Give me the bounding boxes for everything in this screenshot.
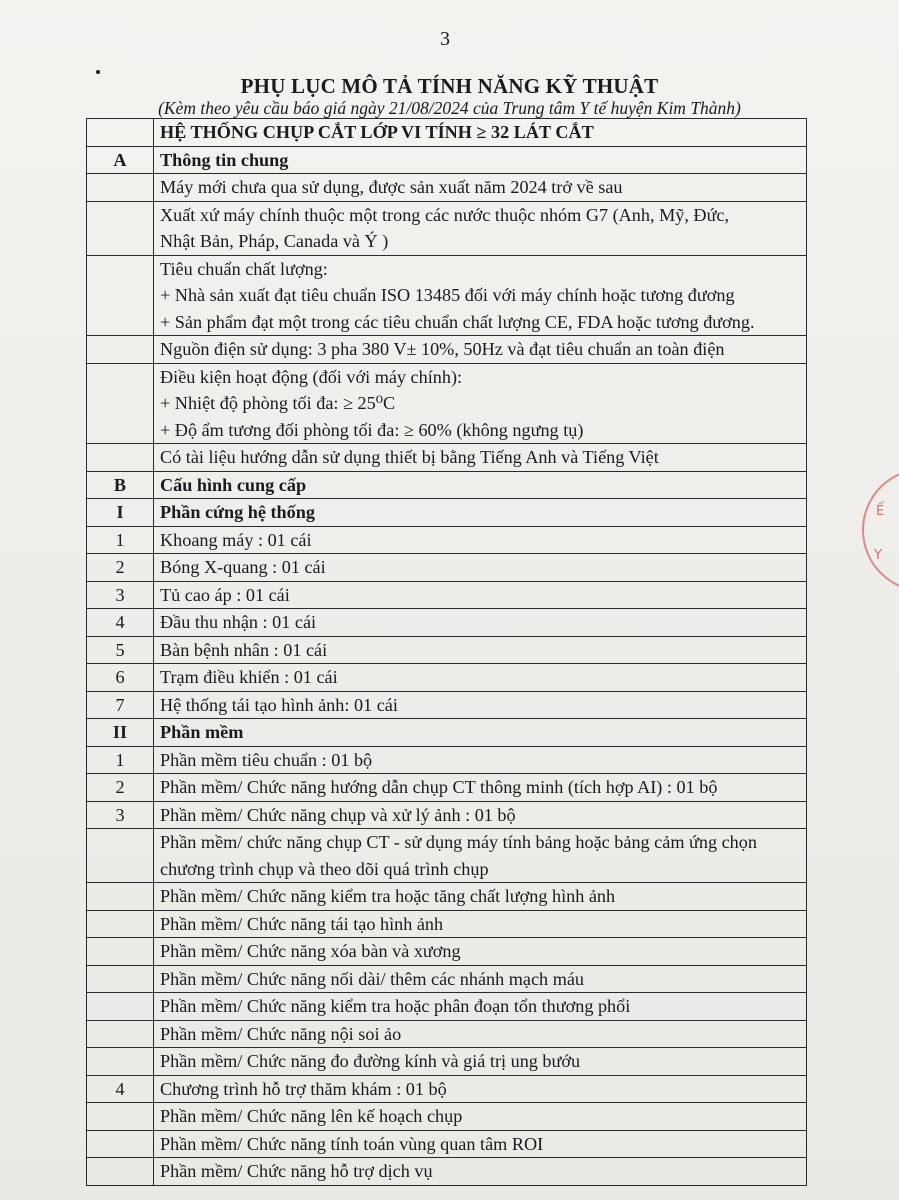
table-row xyxy=(87,801,807,829)
row-index xyxy=(87,829,154,883)
row-text-line: Tiêu chuẩn chất lượng: xyxy=(160,258,328,279)
row-text-line: Trạm điều khiển : 01 cái xyxy=(160,667,338,687)
row-index xyxy=(87,1048,154,1076)
table-row xyxy=(87,829,807,883)
row-index: 2 xyxy=(87,774,154,802)
table-row xyxy=(87,499,807,527)
document-subtitle: (Kèm theo yêu cầu báo giá ngày 21/08/2024 của Trung tâm Y tế huyện Kim Thành) xyxy=(158,98,741,118)
row-text-line: Hệ thống tái tạo hình ảnh: 01 cái xyxy=(160,694,398,715)
table-row xyxy=(87,965,807,993)
table-row xyxy=(87,993,807,1021)
table-row xyxy=(87,1048,807,1076)
row-text-line: chương trình chụp và theo dõi quá trình chụp xyxy=(160,858,489,879)
row-content xyxy=(154,146,807,174)
row-text-line: Máy mới chưa qua sử dụng, được sản xuất năm 2024 trở về sau xyxy=(160,177,623,197)
table-row xyxy=(87,526,807,554)
row-text-line: Phần mềm tiêu chuẩn : 01 bộ xyxy=(160,749,373,770)
table-row xyxy=(87,444,807,472)
table-row xyxy=(87,1103,807,1131)
table-row xyxy=(87,746,807,774)
row-index: 5 xyxy=(87,636,154,664)
row-text-line: Phần mềm/ Chức năng tái tạo hình ảnh xyxy=(160,913,444,934)
row-content xyxy=(154,336,807,364)
row-index: 7 xyxy=(87,691,154,719)
row-content xyxy=(154,1103,807,1131)
row-index xyxy=(87,1130,154,1158)
row-index xyxy=(87,444,154,472)
row-text-line: Phần mềm/ chức năng chụp CT - sử dụng máy tính bảng hoặc bảng cảm ứng chọn xyxy=(160,832,757,852)
row-text-line: Tủ cao áp : 01 cái xyxy=(160,584,290,605)
table-row xyxy=(87,719,807,747)
row-index: II xyxy=(87,719,154,747)
row-text-line: + Độ ẩm tương đối phòng tối đa: ≥ 60% (không ngưng tụ) xyxy=(160,419,584,440)
row-index xyxy=(87,363,154,444)
row-content xyxy=(154,1075,807,1103)
row-index xyxy=(87,201,154,255)
row-index: 3 xyxy=(87,801,154,829)
row-text-line: Nguồn điện sử dụng: 3 pha 380 V± 10%, 50Hz và đạt tiêu chuẩn an toàn điện xyxy=(160,339,725,359)
table-row xyxy=(87,201,807,255)
row-content xyxy=(154,201,807,255)
row-content xyxy=(154,636,807,664)
row-index: 3 xyxy=(87,581,154,609)
stamp-mark: Ế xyxy=(876,504,885,519)
row-text-line: Phần mềm/ Chức năng lên kế hoạch chụp xyxy=(160,1106,463,1126)
row-text-line: Khoang máy : 01 cái xyxy=(160,529,312,550)
row-text-line: Xuất xứ máy chính thuộc một trong các nước thuộc nhóm G7 (Anh, Mỹ, Đức, xyxy=(160,204,730,225)
red-stamp xyxy=(862,468,899,592)
row-text-line: Phần mềm/ Chức năng chụp và xử lý ảnh : 01 bộ xyxy=(160,804,516,825)
row-text-line: + Sản phẩm đạt một trong các tiêu chuẩn chất lượng CE, FDA hoặc tương đương. xyxy=(160,311,755,332)
row-content xyxy=(154,471,807,499)
row-content xyxy=(154,829,807,883)
row-content xyxy=(154,883,807,911)
row-text-line: Phần cứng hệ thống xyxy=(160,502,315,522)
table-row xyxy=(87,938,807,966)
table-row xyxy=(87,471,807,499)
row-content xyxy=(154,119,807,147)
row-content xyxy=(154,965,807,993)
row-index: A xyxy=(87,146,154,174)
row-index: 1 xyxy=(87,526,154,554)
row-text-line: Nhật Bản, Pháp, Canada và Ý ) xyxy=(160,231,389,251)
row-content xyxy=(154,691,807,719)
row-index: B xyxy=(87,471,154,499)
table-row xyxy=(87,910,807,938)
row-content xyxy=(154,801,807,829)
row-text-line: Có tài liệu hướng dẫn sử dụng thiết bị bằng Tiếng Anh và Tiếng Việt xyxy=(160,447,659,467)
row-text-line: Phần mềm/ Chức năng hỗ trợ dịch vụ xyxy=(160,1161,433,1181)
row-text-line: + Nhà sản xuất đạt tiêu chuẩn ISO 13485 đối với máy chính hoặc tương đương xyxy=(160,285,735,305)
page-number: 3 xyxy=(440,28,450,50)
row-text-line: Đầu thu nhận : 01 cái xyxy=(160,612,317,632)
row-text-line: Cấu hình cung cấp xyxy=(160,474,307,495)
spec-table-body xyxy=(87,119,807,1186)
row-index xyxy=(87,336,154,364)
row-content xyxy=(154,993,807,1021)
table-row xyxy=(87,1158,807,1186)
row-content xyxy=(154,554,807,582)
row-content xyxy=(154,1048,807,1076)
row-text-line: Phần mềm/ Chức năng kiểm tra hoặc tăng chất lượng hình ảnh xyxy=(160,886,616,906)
row-text-line: Thông tin chung xyxy=(160,149,289,170)
table-row xyxy=(87,609,807,637)
row-content xyxy=(154,363,807,444)
table-row xyxy=(87,119,807,147)
row-index xyxy=(87,938,154,966)
table-row xyxy=(87,581,807,609)
row-index: I xyxy=(87,499,154,527)
spec-table xyxy=(86,118,807,1186)
row-content xyxy=(154,174,807,202)
row-text-line: Phần mềm/ Chức năng đo đường kính và giá trị ung bướu xyxy=(160,1051,581,1071)
row-index: 4 xyxy=(87,609,154,637)
row-content xyxy=(154,719,807,747)
row-text-line: Phần mềm/ Chức năng kiểm tra hoặc phân đoạn tổn thương phổi xyxy=(160,996,631,1016)
row-index xyxy=(87,1103,154,1131)
row-text-line: Phần mềm/ Chức năng xóa bàn và xương xyxy=(160,941,461,961)
row-content xyxy=(154,1130,807,1158)
table-row xyxy=(87,1130,807,1158)
row-index xyxy=(87,965,154,993)
stamp-mark: Y xyxy=(874,548,882,563)
row-text-line: + Nhiệt độ phòng tối đa: ≥ 25⁰C xyxy=(160,393,396,413)
row-index: 2 xyxy=(87,554,154,582)
row-content xyxy=(154,774,807,802)
row-text-line: Bàn bệnh nhân : 01 cái xyxy=(160,639,328,660)
row-text-line: Phần mềm/ Chức năng nội soi ảo xyxy=(160,1023,402,1044)
document-title: PHỤ LỤC MÔ TẢ TÍNH NĂNG KỸ THUẬT xyxy=(240,74,659,98)
table-row xyxy=(87,336,807,364)
row-content xyxy=(154,255,807,336)
row-content xyxy=(154,746,807,774)
row-text-line: Phần mềm/ Chức năng nối dài/ thêm các nhánh mạch máu xyxy=(160,968,585,989)
row-text-line: Điều kiện hoạt động (đối với máy chính): xyxy=(160,366,463,387)
row-index xyxy=(87,119,154,147)
row-content xyxy=(154,1020,807,1048)
row-index xyxy=(87,1020,154,1048)
row-index xyxy=(87,993,154,1021)
row-text-line: Phần mềm xyxy=(160,722,244,742)
row-text-line: Bóng X-quang : 01 cái xyxy=(160,557,326,577)
row-content xyxy=(154,581,807,609)
row-content xyxy=(154,526,807,554)
row-index xyxy=(87,1158,154,1186)
row-content xyxy=(154,444,807,472)
table-row xyxy=(87,1020,807,1048)
row-text-line: Phần mềm/ Chức năng hướng dẫn chụp CT thông minh (tích hợp AI) : 01 bộ xyxy=(160,777,718,797)
table-row xyxy=(87,664,807,692)
row-index xyxy=(87,255,154,336)
table-row xyxy=(87,363,807,444)
row-content xyxy=(154,609,807,637)
table-row xyxy=(87,691,807,719)
table-row xyxy=(87,174,807,202)
row-index xyxy=(87,883,154,911)
table-row xyxy=(87,255,807,336)
row-index: 1 xyxy=(87,746,154,774)
table-row xyxy=(87,146,807,174)
row-text-line: Phần mềm/ Chức năng tính toán vùng quan tâm ROI xyxy=(160,1133,544,1154)
table-row xyxy=(87,1075,807,1103)
table-row xyxy=(87,554,807,582)
table-row xyxy=(87,774,807,802)
row-content xyxy=(154,664,807,692)
row-index: 6 xyxy=(87,664,154,692)
row-index xyxy=(87,174,154,202)
row-text-line: Chương trình hỗ trợ thăm khám : 01 bộ xyxy=(160,1078,447,1099)
row-content xyxy=(154,1158,807,1186)
row-content xyxy=(154,910,807,938)
table-row xyxy=(87,636,807,664)
row-text-line: HỆ THỐNG CHỤP CẮT LỚP VI TÍNH ≥ 32 LÁT CẮT xyxy=(160,122,594,142)
row-index xyxy=(87,910,154,938)
row-content xyxy=(154,499,807,527)
row-content xyxy=(154,938,807,966)
row-index: 4 xyxy=(87,1075,154,1103)
table-row xyxy=(87,883,807,911)
